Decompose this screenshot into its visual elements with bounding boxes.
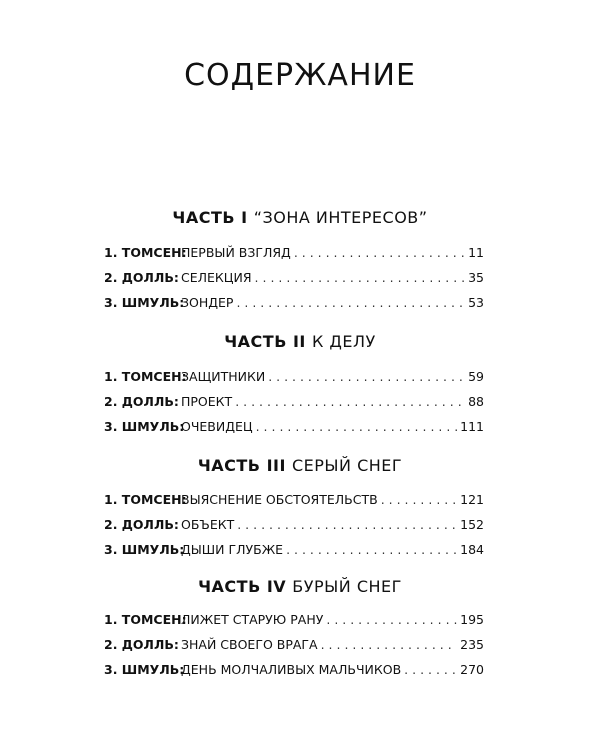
toc-entry[interactable] xyxy=(104,270,484,290)
dot-leader xyxy=(256,419,458,434)
toc-entry[interactable] xyxy=(104,419,484,439)
part-number: ЧАСТЬ II xyxy=(224,332,306,351)
entry-page-number: 121 xyxy=(460,492,484,507)
dot-leader xyxy=(235,394,465,409)
entry-page-number: 59 xyxy=(468,369,484,384)
entry-title: ОБЪЕКТ xyxy=(181,517,235,532)
part-heading xyxy=(0,332,600,351)
dot-leader xyxy=(255,270,466,285)
dot-leader xyxy=(381,492,457,507)
part-name: СЕРЫЙ СНЕГ xyxy=(292,456,403,475)
toc-entry[interactable] xyxy=(104,369,484,389)
entry-title: ДЕНЬ МОЛЧАЛИВЫХ МАЛЬЧИКОВ xyxy=(181,662,402,677)
toc-entry[interactable] xyxy=(104,662,484,682)
entry-page-number: 88 xyxy=(468,394,484,409)
entry-page-number: 11 xyxy=(468,245,484,260)
toc-entry[interactable] xyxy=(104,295,484,315)
entry-title: ВЫЯСНЕНИЕ ОБСТОЯТЕЛЬСТВ xyxy=(181,492,378,507)
dot-leader xyxy=(321,637,458,652)
entry-narrator: 3. ШМУЛЬ: xyxy=(104,662,185,677)
entry-title: СЕЛЕКЦИЯ xyxy=(181,270,252,285)
entry-narrator: 3. ШМУЛЬ: xyxy=(104,542,185,557)
entry-page-number: 111 xyxy=(460,419,484,434)
entry-title: ЗНАЙ СВОЕГО ВРАГА xyxy=(181,637,318,652)
entry-narrator: 3. ШМУЛЬ: xyxy=(104,295,185,310)
entry-narrator: 1. ТОМСЕН: xyxy=(104,245,187,260)
entry-page-number: 184 xyxy=(460,542,484,557)
dot-leader xyxy=(237,517,457,532)
part-name: К ДЕЛУ xyxy=(311,332,376,351)
toc-entry[interactable] xyxy=(104,542,484,562)
part-heading xyxy=(0,456,600,475)
part-number: ЧАСТЬ III xyxy=(197,456,286,475)
dot-leader xyxy=(294,245,465,260)
dot-leader xyxy=(236,295,465,310)
entry-title: ДЫШИ ГЛУБЖЕ xyxy=(181,542,284,557)
page-title: СОДЕРЖАНИЕ xyxy=(184,58,416,93)
entry-title: ЗАЩИТНИКИ xyxy=(181,369,266,384)
dot-leader xyxy=(404,662,457,677)
entry-title: ПРОЕКТ xyxy=(181,394,233,409)
entry-narrator: 2. ДОЛЛЬ: xyxy=(104,517,179,532)
toc-entry[interactable] xyxy=(104,637,484,657)
part-name: БУРЫЙ СНЕГ xyxy=(292,577,402,596)
entry-narrator: 2. ДОЛЛЬ: xyxy=(104,637,179,652)
part-number: ЧАСТЬ I xyxy=(172,208,248,227)
entry-page-number: 270 xyxy=(460,662,484,677)
entry-narrator: 3. ШМУЛЬ: xyxy=(104,419,185,434)
entry-narrator: 2. ДОЛЛЬ: xyxy=(104,394,179,409)
part-heading xyxy=(0,208,600,227)
part-name: “ЗОНА ИНТЕРЕСОВ” xyxy=(253,208,428,227)
toc-entry[interactable] xyxy=(104,394,484,414)
entry-title: ЛИЖЕТ СТАРУЮ РАНУ xyxy=(181,612,324,627)
entry-narrator: 1. ТОМСЕН: xyxy=(104,369,187,384)
entry-page-number: 195 xyxy=(460,612,484,627)
toc-entry[interactable] xyxy=(104,245,484,265)
entry-narrator: 1. ТОМСЕН: xyxy=(104,612,187,627)
dot-leader xyxy=(268,369,465,384)
toc-entry[interactable] xyxy=(104,612,484,632)
entry-page-number: 53 xyxy=(468,295,484,310)
entry-page-number: 235 xyxy=(460,637,484,652)
dot-leader xyxy=(286,542,457,557)
toc-entry[interactable] xyxy=(104,517,484,537)
entry-page-number: 35 xyxy=(468,270,484,285)
part-number: ЧАСТЬ IV xyxy=(198,577,287,596)
entry-title: ОЧЕВИДЕЦ xyxy=(181,419,253,434)
dot-leader xyxy=(326,612,457,627)
entry-narrator: 2. ДОЛЛЬ: xyxy=(104,270,179,285)
entry-narrator: 1. ТОМСЕН: xyxy=(104,492,187,507)
part-heading xyxy=(0,577,600,596)
toc-entry[interactable] xyxy=(104,492,484,512)
entry-page-number: 152 xyxy=(460,517,484,532)
entry-title: ЗОНДЕР xyxy=(181,295,234,310)
entry-title: ПЕРВЫЙ ВЗГЛЯД xyxy=(181,245,291,260)
